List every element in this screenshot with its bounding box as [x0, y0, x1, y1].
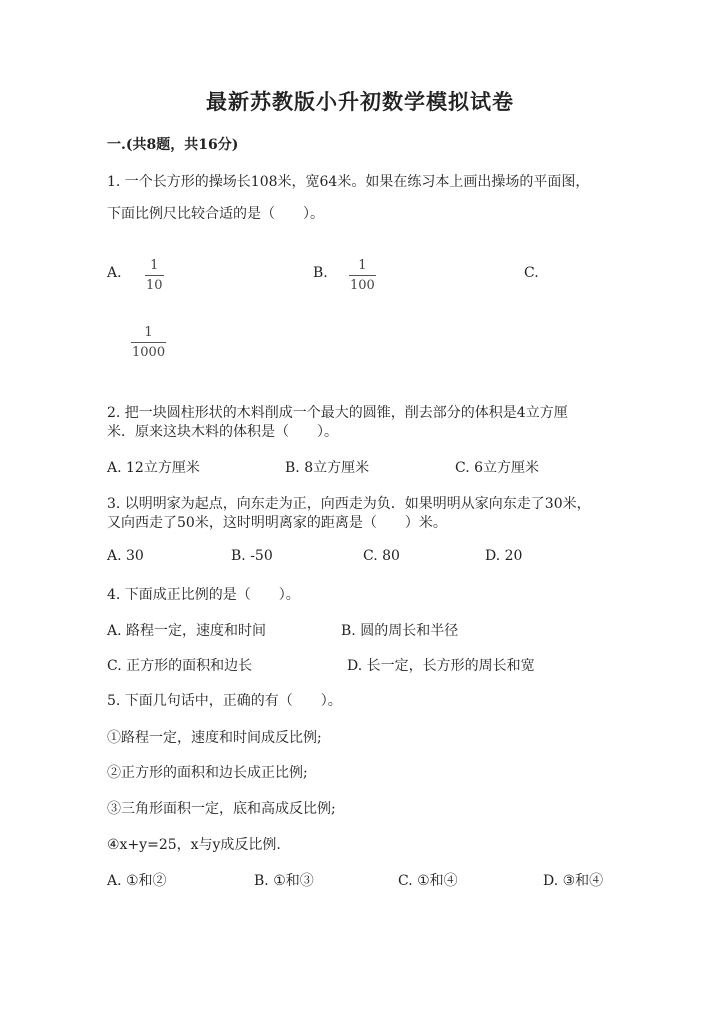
q4-option-d: D. 长一定，长方形的周长和宽	[347, 658, 535, 674]
q4-option-b: B. 圆的周长和半径	[341, 623, 459, 639]
fraction-denominator: 1000	[132, 345, 166, 360]
q5-option-a: A. ①和②	[107, 873, 167, 889]
q2-text-line2: 米．原来这块木料的体积是（ ）。	[107, 424, 338, 440]
q3-text-line2: 又向西走了50米，这时明明离家的距离是（ ）米。	[107, 515, 447, 531]
q4-option-a: A. 路程一定，速度和时间	[107, 623, 267, 639]
q5-statement-1: ①路程一定，速度和时间成反比例;	[107, 730, 322, 746]
fraction-numerator: 1	[150, 258, 159, 273]
q1-option-c-label: C.	[524, 265, 539, 281]
fraction-denominator: 10	[146, 278, 163, 293]
q1-option-b-label: B.	[313, 265, 328, 281]
q1-option-a-label: A.	[107, 265, 122, 281]
q3-text-line1: 3. 以明明家为起点，向东走为正，向西走为负．如果明明从家向东走了30米，	[107, 496, 591, 512]
q2-option-c: C. 6立方厘米	[455, 460, 540, 476]
fraction-numerator: 1	[358, 258, 367, 273]
q3-option-d: D. 20	[485, 548, 523, 564]
fraction-bar	[145, 275, 164, 276]
q3-option-b: B. -50	[231, 548, 273, 564]
q5-option-d: D. ③和④	[543, 873, 604, 889]
q1-option-b-fraction	[349, 258, 376, 293]
q2-text-line1: 2. 把一块圆柱形状的木料削成一个最大的圆锥，削去部分的体积是4立方厘	[107, 405, 568, 421]
q1-option-a-fraction	[145, 258, 164, 293]
q4-text-line1: 4. 下面成正比例的是（ ）。	[107, 587, 300, 603]
q5-option-b: B. ①和③	[254, 873, 314, 889]
q2-option-b: B. 8立方厘米	[285, 460, 370, 476]
q1-text-line1: 1. 一个长方形的操场长108米，宽64米。如果在练习本上画出操场的平面图，	[107, 174, 590, 190]
section-heading: 一.(共8题，共16分)	[107, 137, 239, 153]
q5-statement-2: ②正方形的面积和边长成正比例;	[107, 765, 308, 781]
q1-text-line2: 下面比例尺比较合适的是（ ）。	[107, 206, 324, 222]
q1-option-c-fraction	[131, 325, 166, 360]
page-title: 最新苏教版小升初数学模拟试卷	[206, 89, 514, 114]
q2-option-a: A. 12立方厘米	[107, 460, 200, 476]
fraction-bar	[131, 342, 166, 343]
fraction-bar	[349, 275, 376, 276]
q4-option-c: C. 正方形的面积和边长	[107, 658, 253, 674]
q5-statement-3: ③三角形面积一定，底和高成反比例;	[107, 801, 336, 817]
fraction-numerator: 1	[144, 325, 153, 340]
q3-option-a: A. 30	[107, 548, 144, 564]
q5-statement-4: ④x+y=25，x与y成反比例.	[107, 837, 281, 853]
q5-option-c: C. ①和④	[398, 873, 458, 889]
fraction-denominator: 100	[350, 278, 375, 293]
q5-text-line1: 5. 下面几句话中，正确的有（ ）。	[107, 693, 342, 709]
q3-option-c: C. 80	[363, 548, 400, 564]
